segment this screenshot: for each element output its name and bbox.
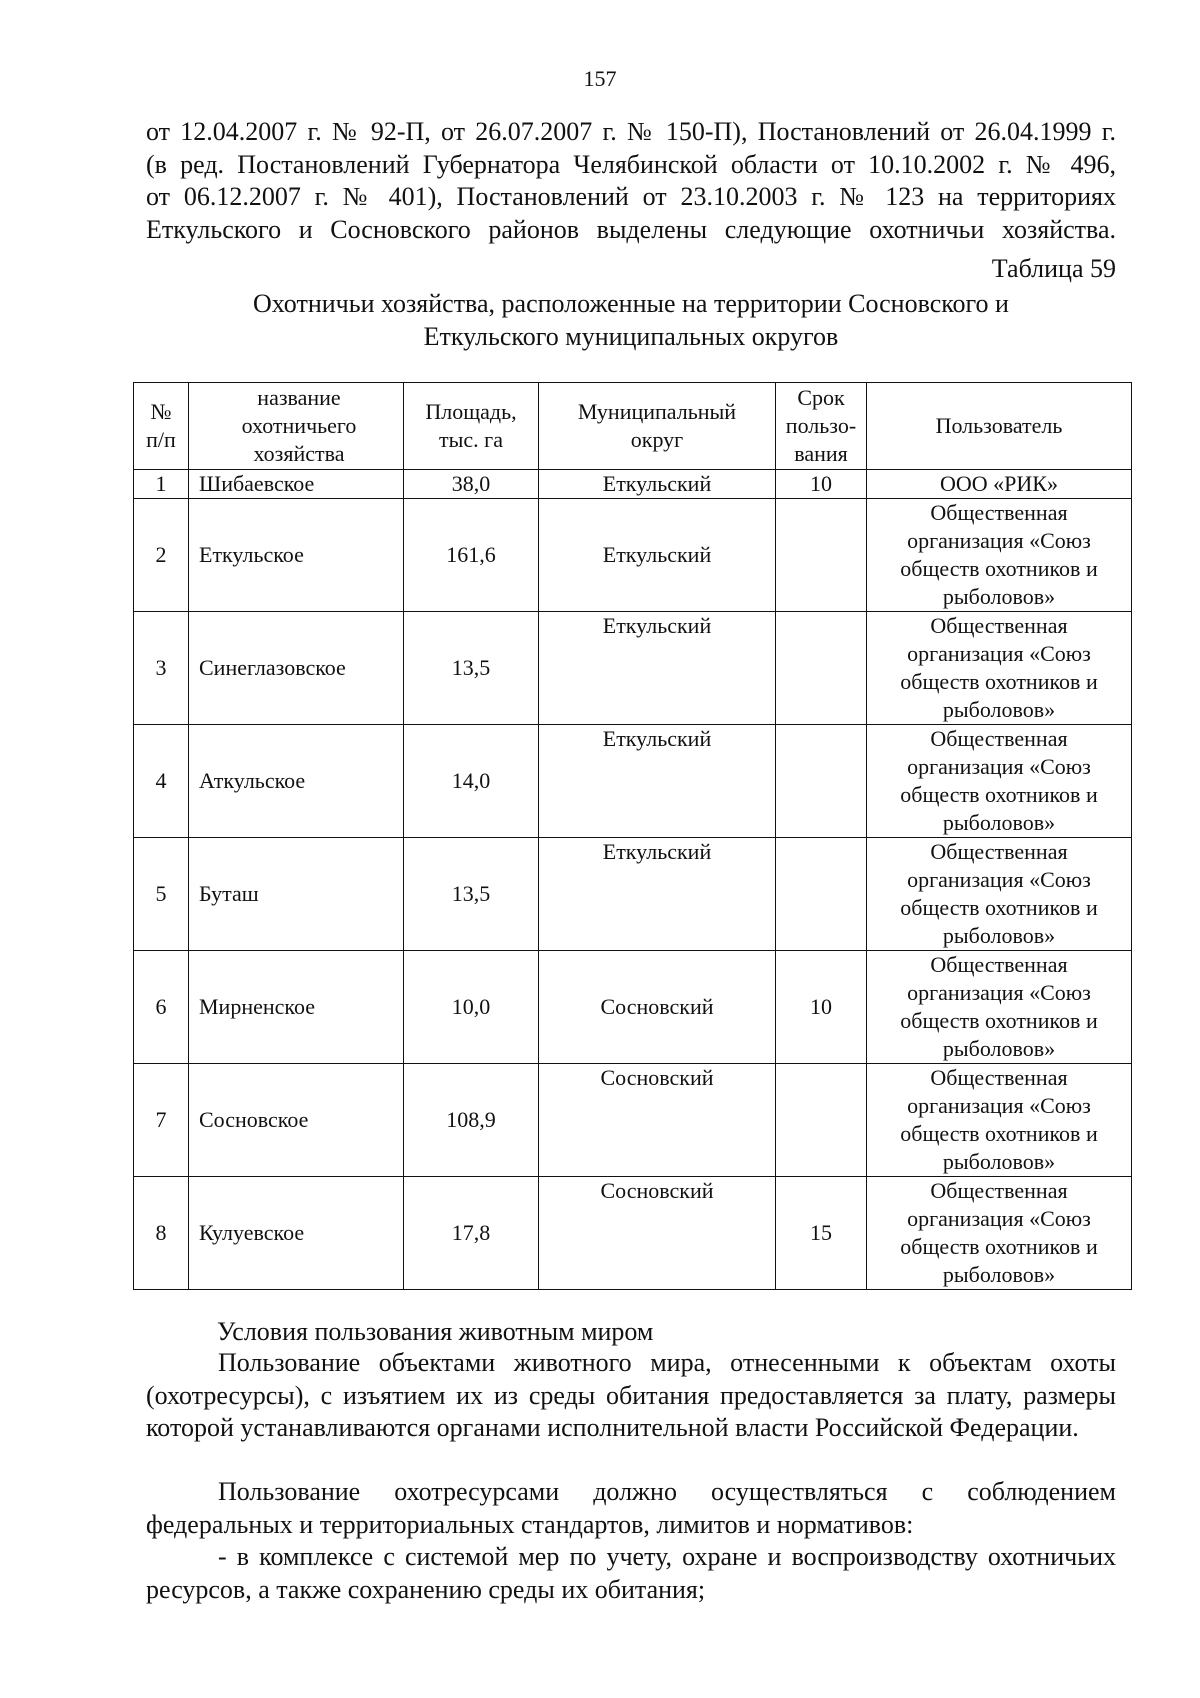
table-row <box>134 1064 1132 1177</box>
header-text: п/п <box>146 427 176 452</box>
header-text: № <box>150 399 172 424</box>
user-line: организация «Союз <box>907 980 1091 1005</box>
header-text: Пользователь <box>935 413 1063 438</box>
cell-district: Сосновский <box>539 1177 776 1290</box>
table-row <box>134 838 1132 951</box>
cell-name: Синеглазовское <box>189 612 404 725</box>
header-district <box>539 383 776 470</box>
body-paragraph <box>146 1541 1116 1606</box>
table-row <box>134 1177 1132 1290</box>
user-line: Общественная <box>930 1065 1068 1090</box>
cell-user <box>867 1064 1132 1177</box>
table-label: Таблица 59 <box>991 254 1116 283</box>
table-row <box>134 725 1132 838</box>
user-line: Общественная <box>930 952 1068 977</box>
cell-area: 14,0 <box>404 725 539 838</box>
cell-name: Еткульское <box>189 499 404 612</box>
paragraph-text: Пользование объектами животного мира, отнесенными к объектам охоты (охотресурсы), с изъятием их из среды обитания предоставляется за плату, размеры которой устанавливаются органами исполнительной власти Российской Федерации. <box>146 1348 1116 1442</box>
cell-area: 38,0 <box>404 470 539 499</box>
body-paragraph <box>146 1476 1116 1541</box>
cell-name: Сосновское <box>189 1064 404 1177</box>
user-line: организация «Союз <box>907 867 1091 892</box>
user-line: обществ охотников и <box>900 556 1098 581</box>
user-line: рыболовов» <box>942 1262 1056 1287</box>
header-user <box>867 383 1132 470</box>
header-area <box>404 383 539 470</box>
table-title-line: Еткульского муниципальных округов <box>423 322 839 351</box>
cell-district: Еткульский <box>539 725 776 838</box>
user-line: обществ охотников и <box>900 782 1098 807</box>
header-text: вания <box>794 441 848 466</box>
cell-district: Еткульский <box>539 470 776 499</box>
cell-district: Еткульский <box>539 499 776 612</box>
user-line: Общественная <box>930 1178 1068 1203</box>
header-text: Муниципальный <box>577 399 737 424</box>
header-text: название <box>257 385 341 410</box>
intro-line: от 06.12.2007 г. № 401), Постановлений от 23.10.2003 г. № 123 на территориях <box>146 182 1116 211</box>
user-line: организация «Союз <box>907 1093 1091 1118</box>
user-line: обществ охотников и <box>900 1121 1098 1146</box>
user-line: Общественная <box>930 839 1068 864</box>
cell-area: 13,5 <box>404 838 539 951</box>
cell-name: Буташ <box>189 838 404 951</box>
intro-paragraph <box>146 116 1116 246</box>
user-line: организация «Союз <box>907 641 1091 666</box>
section-subheading: Условия пользования животным миром <box>217 1317 654 1346</box>
intro-line: Еткульского и Сосновского районов выделены следующие охотничьи хозяйства. <box>146 214 1116 244</box>
cell-area: 13,5 <box>404 612 539 725</box>
table-header-row <box>134 383 1132 470</box>
cell-user <box>867 951 1132 1064</box>
user-line: рыболовов» <box>942 1036 1056 1061</box>
user-line: рыболовов» <box>942 584 1056 609</box>
header-text: округ <box>630 427 684 452</box>
table-row <box>134 612 1132 725</box>
cell-user <box>867 470 1132 499</box>
user-line: обществ охотников и <box>900 895 1098 920</box>
cell-name: Кулуевское <box>189 1177 404 1290</box>
paragraph-text: - в комплексе с системой мер по учету, охране и воспроизводству охотничьих ресурсов, а также сохранению среды их обитания; <box>146 1542 1116 1604</box>
user-line: организация «Союз <box>907 1206 1091 1231</box>
user-line: обществ охотников и <box>900 1234 1098 1259</box>
cell-user <box>867 612 1132 725</box>
cell-district: Сосновский <box>539 1064 776 1177</box>
cell-num: 3 <box>134 612 189 725</box>
page-number: 157 <box>583 66 617 91</box>
cell-area: 17,8 <box>404 1177 539 1290</box>
user-line: Общественная <box>930 726 1068 751</box>
user-line: организация «Союз <box>907 528 1091 553</box>
cell-term <box>776 612 867 725</box>
cell-num: 6 <box>134 951 189 1064</box>
cell-term <box>776 725 867 838</box>
paragraph-text: Пользование охотресурсами должно осуществляться с соблюдением федеральных и территориальных стандартов, лимитов и нормативов: <box>146 1477 1116 1539</box>
hunting-farms-table <box>133 382 1132 1290</box>
cell-district: Сосновский <box>539 951 776 1064</box>
cell-num: 1 <box>134 470 189 499</box>
table-row <box>134 470 1132 499</box>
header-name <box>189 383 404 470</box>
cell-name: Шибаевское <box>189 470 404 499</box>
header-term <box>776 383 867 470</box>
intro-line: от 12.04.2007 г. № 92-П, от 26.07.2007 г. № 150-П), Постановлений от 26.04.1999 г. <box>146 117 1116 146</box>
cell-district: Еткульский <box>539 612 776 725</box>
table-title-line: Охотничьи хозяйства, расположенные на территории Сосновского и <box>253 289 1009 318</box>
intro-line: (в ред. Постановлений Губернатора Челябинской области от 10.10.2002 г. № 496, <box>146 149 1116 179</box>
table-row <box>134 499 1132 612</box>
cell-term <box>776 838 867 951</box>
cell-term <box>776 1064 867 1177</box>
table-body <box>134 470 1132 1290</box>
cell-num: 5 <box>134 838 189 951</box>
header-text: хозяйства <box>253 441 345 466</box>
body-paragraph <box>146 1347 1116 1445</box>
cell-term: 10 <box>776 470 867 499</box>
cell-num: 8 <box>134 1177 189 1290</box>
user-line: Общественная <box>930 613 1068 638</box>
header-num <box>134 383 189 470</box>
table-title <box>146 287 1116 353</box>
user-line: рыболовов» <box>942 697 1056 722</box>
header-text: Срок <box>797 385 845 410</box>
cell-area: 161,6 <box>404 499 539 612</box>
cell-name: Мирненское <box>189 951 404 1064</box>
user-line: обществ охотников и <box>900 669 1098 694</box>
cell-district: Еткульский <box>539 838 776 951</box>
header-text: Площадь, <box>425 399 517 424</box>
user-line: ООО «РИК» <box>940 471 1058 496</box>
user-line: рыболовов» <box>942 923 1056 948</box>
user-line: организация «Союз <box>907 754 1091 779</box>
user-line: Общественная <box>930 500 1068 525</box>
cell-user <box>867 499 1132 612</box>
user-line: обществ охотников и <box>900 1008 1098 1033</box>
cell-num: 7 <box>134 1064 189 1177</box>
cell-user <box>867 725 1132 838</box>
header-text: тыс. га <box>439 427 503 452</box>
cell-name: Аткульское <box>189 725 404 838</box>
cell-user <box>867 838 1132 951</box>
cell-term: 10 <box>776 951 867 1064</box>
cell-term <box>776 499 867 612</box>
table-row <box>134 951 1132 1064</box>
cell-term: 15 <box>776 1177 867 1290</box>
cell-area: 10,0 <box>404 951 539 1064</box>
user-line: рыболовов» <box>942 810 1056 835</box>
cell-num: 2 <box>134 499 189 612</box>
cell-num: 4 <box>134 725 189 838</box>
header-text: охотничьего <box>241 413 357 438</box>
user-line: рыболовов» <box>942 1149 1056 1174</box>
cell-user <box>867 1177 1132 1290</box>
cell-area: 108,9 <box>404 1064 539 1177</box>
header-text: пользо- <box>785 413 857 438</box>
